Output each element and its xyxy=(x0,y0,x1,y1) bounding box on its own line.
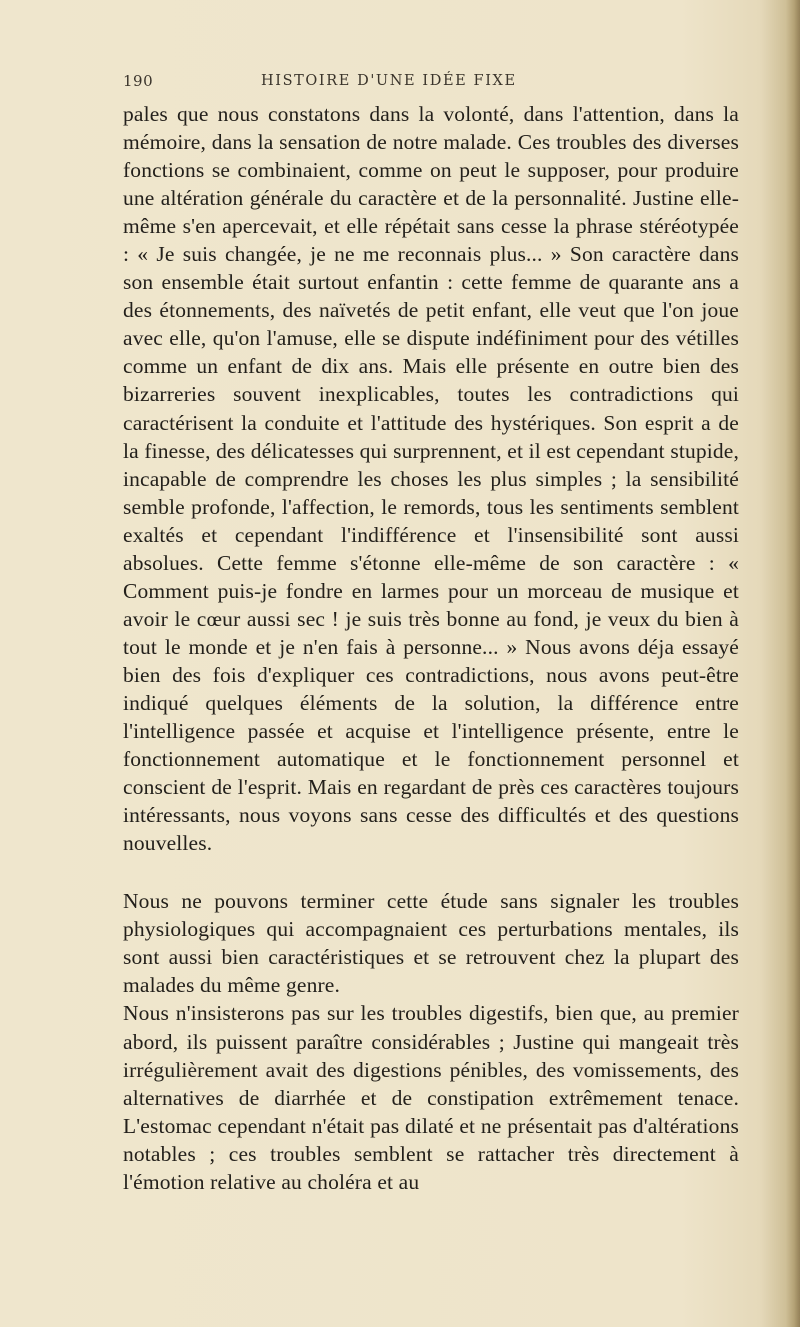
page-number: 190 xyxy=(123,72,154,90)
page-header xyxy=(123,72,739,96)
paragraph-digestive-troubles: Nous n'insisterons pas sur les troubles digestifs, bien que, au premier abord, ils puissent paraître considérables ; Justine qui mangeait très irrégulièrement avait des digestions pénibles, des vomissements, des alternatives de diarrhée et de constipation extrêmement tenace. L'estomac cependant n'était pas dilaté et ne présentait pas d'altérations notables ; ces troubles semblent se rattacher très directement à l'émotion relative au choléra et au xyxy=(123,1001,739,1194)
page-edge-shadow xyxy=(786,0,800,1327)
running-title: HISTOIRE D'UNE IDÉE FIXE xyxy=(261,73,517,89)
paragraph-gap xyxy=(123,857,739,887)
body-text xyxy=(123,100,739,1196)
paragraph-contradictions: pales que nous constatons dans la volonté, dans l'attention, dans la mémoire, dans la sensation de notre malade. Ces troubles des diverses fonctions se combinaient, comme on peut le supposer, pour produire une altération générale du caractère et de la personnalité. Justine elle-même s'en apercevait, et elle répétait sans cesse la phrase stéréotypée : « Je suis changée, je ne me reconnais plus... » Son caractère dans son ensemble était surtout enfantin : cette femme de quarante ans a des étonnements, des naïvetés de petit enfant, elle veut que l'on joue avec elle, qu'on l'amuse, elle se dispute indéfiniment pour des vétilles comme un enfant de dix ans. Mais elle présente en outre bien des bizarreries souvent inexplicables, toutes les contradictions qui caractérisent la conduite et l'attitude des hystériques. Son esprit a de la finesse, des délicatesses qui surprennent, et il est cependant stupide, incapable de comprendre les choses les plus simples ; la sensibilité semble profonde, l'affection, le remords, tous les sentiments semblent exaltés et cependant l'indifférence et l'insensibilité sont aussi absolues. Cette femme s'étonne elle-même de son caractère : « Comment puis-je fondre en larmes pour un morceau de musique et avoir le cœur aussi sec ! je suis très bonne au fond, je veux du bien à tout le monde et je n'en fais à personne... » Nous avons déja essayé bien des fois d'expliquer ces contradictions, nous avons peut-être indiqué quelques éléments de la solution, la différence entre l'intelligence passée et acquise et l'intelligence présente, entre le fonctionnement automatique et le fonctionnement personnel et conscient de l'esprit. Mais en regardant de près ces caractères toujours intéressants, nous voyons sans cesse des difficultés et des questions nouvelles. xyxy=(123,102,739,856)
paragraph-physiological-troubles: Nous ne pouvons terminer cette étude sans signaler les troubles physiologiques qui accompagnaient ces perturbations mentales, ils sont aussi bien caractéristiques et se retrouvent chez la plupart des malades du même genre. xyxy=(123,889,739,998)
